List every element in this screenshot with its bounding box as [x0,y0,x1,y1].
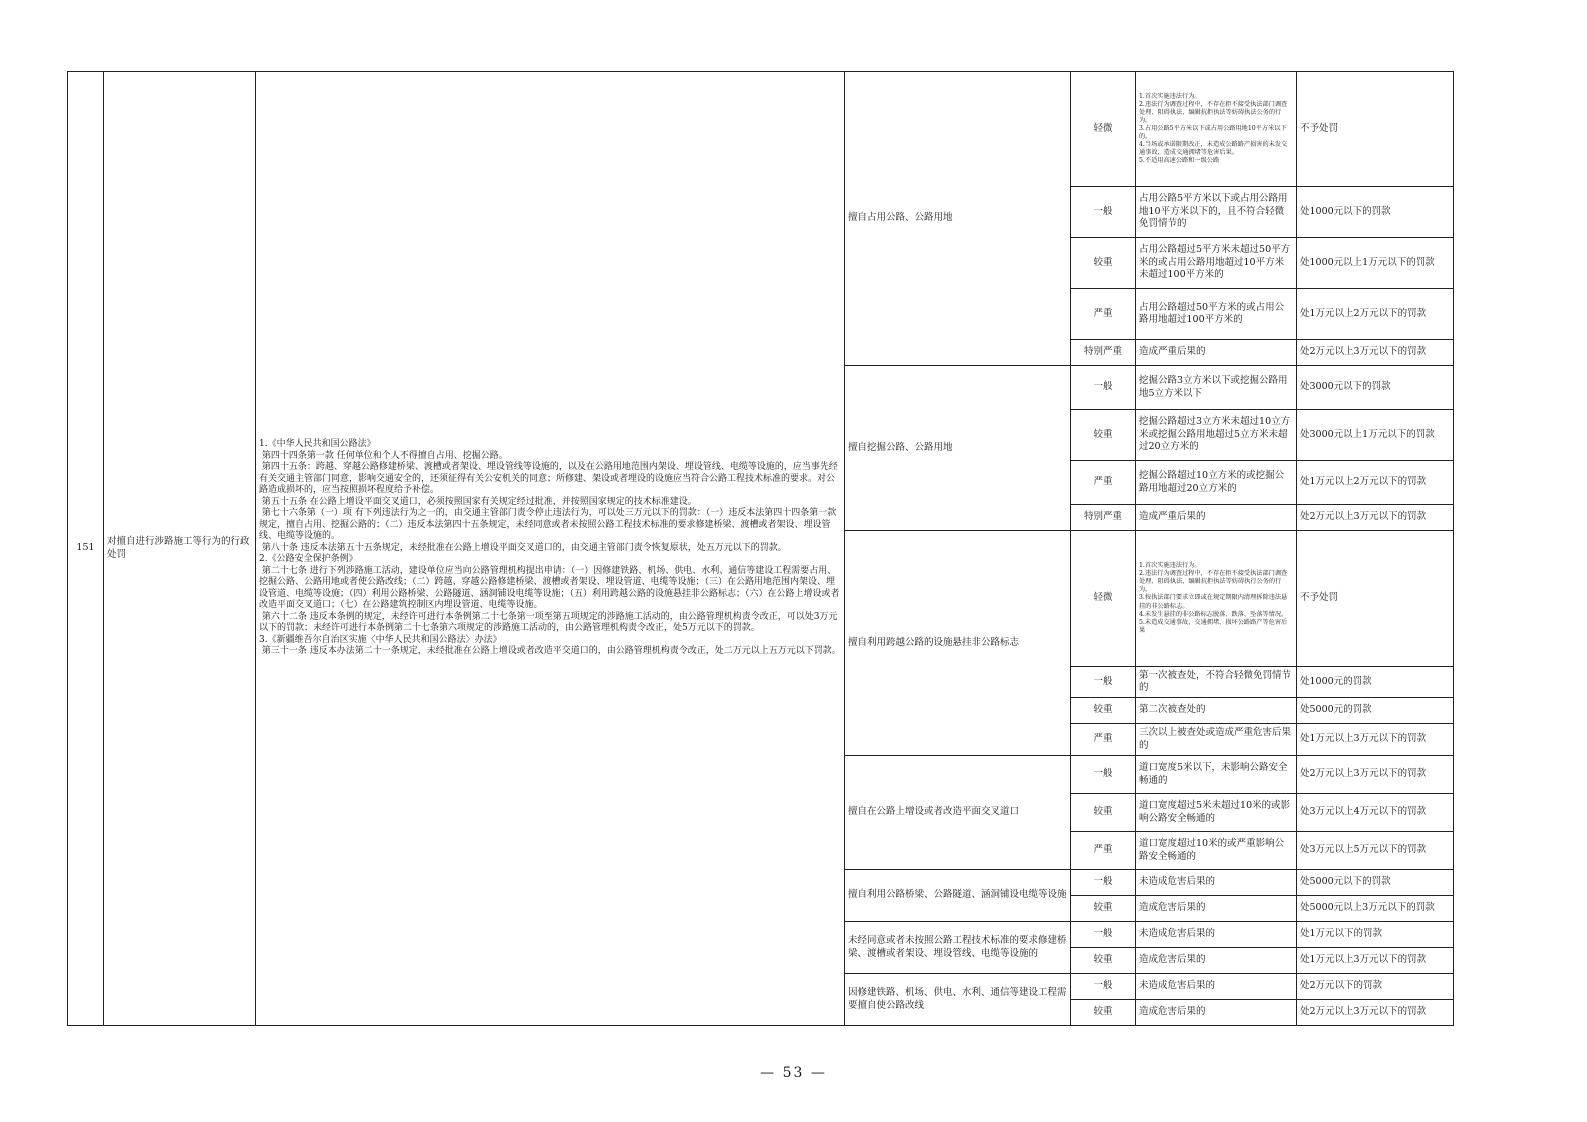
level-criteria: 挖掘公路3立方米以下或挖掘公路用地5立方米以下 [1136,366,1297,410]
level-criteria: 未造成危害后果的 [1136,870,1297,896]
level-criteria: 挖掘公路超过10立方米的或挖掘公路用地超过20立方米的 [1136,461,1297,505]
level-criteria: 占用公路超过5平方米未超过50平方米的或占用公路用地超过10平方米未超过100平方米的 [1136,238,1297,289]
violation-level: 一般 [1071,870,1136,896]
table-body [68,72,1454,1026]
violation-situation: 擅自在公路上增设或者改造平面交叉道口 [845,756,1071,870]
level-criteria: 造成危害后果的 [1136,948,1297,974]
penalty-standard: 处5000元以下的罚款 [1297,870,1454,896]
violation-level: 一般 [1071,974,1136,1000]
violation-level: 一般 [1071,366,1136,410]
level-criteria: 第一次被查处，不符合轻微免罚情节的 [1136,667,1297,698]
penalty-standard: 处2万元以上3万元以下的罚款 [1297,340,1454,366]
violation-level: 一般 [1071,756,1136,794]
page-number: — 53 — [760,1065,827,1081]
level-criteria: 造成危害后果的 [1136,896,1297,922]
penalty-standard: 不予处罚 [1297,72,1454,187]
penalty-standard: 处2万元以上3万元以下的罚款 [1297,1000,1454,1026]
violation-level: 较重 [1071,1000,1136,1026]
penalty-standard: 处5000元的罚款 [1297,698,1454,724]
violation-level: 一般 [1071,667,1136,698]
penalty-standard: 处1万元以下的罚款 [1297,922,1454,948]
penalty-standard: 处2万元以上3万元以下的罚款 [1297,756,1454,794]
penalty-standard: 处1万元以上2万元以下的罚款 [1297,461,1454,505]
level-criteria: 道口宽度5米以下，未影响公路安全畅通的 [1136,756,1297,794]
penalty-standard: 处1万元以上3万元以下的罚款 [1297,724,1454,756]
penalty-standard-table [67,71,1454,1026]
penalty-standard: 处1000元以上1万元以下的罚款 [1297,238,1454,289]
level-criteria: 第二次被查处的 [1136,698,1297,724]
level-criteria: 挖掘公路超过3立方米未超过10立方米或挖掘公路用地超过5立方米未超过20立方米的 [1136,410,1297,461]
penalty-standard: 处3万元以上5万元以下的罚款 [1297,832,1454,870]
violation-level: 严重 [1071,289,1136,340]
violation-level: 较重 [1071,794,1136,832]
penalty-standard: 处3万元以上4万元以下的罚款 [1297,794,1454,832]
penalty-standard: 处1万元以上2万元以下的罚款 [1297,289,1454,340]
penalty-standard: 处2万元以上3万元以下的罚款 [1297,505,1454,531]
violation-level: 严重 [1071,724,1136,756]
violation-level: 特别严重 [1071,505,1136,531]
violation-situation: 擅自占用公路、公路用地 [845,72,1071,366]
penalty-standard: 处1000元以下的罚款 [1297,187,1454,238]
level-criteria: 1.首次实施违法行为。 2.违法行为调查过程中，不存在拒不接受执法部门调查处理、阻碍执法、编辑抗拒执法等妨碍执法公务的行为。 3.占用公路5平方米以下或占用公路用地10平方米以下的。 4.当场或承诺限期改正，未造成公路路产损害的未发交通事故、造成交通拥堵等危害后果。 5.不适用高速公路和一级公路 [1136,72,1297,187]
level-criteria: 道口宽度超过10米的或严重影响公路安全畅通的 [1136,832,1297,870]
violation-situation: 擅自利用跨越公路的设施悬挂非公路标志 [845,531,1071,756]
penalty-standard: 不予处罚 [1297,531,1454,667]
violation-level: 较重 [1071,896,1136,922]
level-criteria: 造成危害后果的 [1136,1000,1297,1026]
violation-level: 一般 [1071,922,1136,948]
penalty-standard: 处1万元以上3万元以下的罚款 [1297,948,1454,974]
item-name: 对擅自进行涉路施工等行为的行政处罚 [104,72,256,1026]
level-criteria: 三次以上被查处或造成严重危害后果的 [1136,724,1297,756]
violation-level: 严重 [1071,832,1136,870]
violation-level: 特别严重 [1071,340,1136,366]
violation-situation: 擅自利用公路桥梁、公路隧道、涵洞铺设电缆等设施 [845,870,1071,922]
level-criteria: 1.首次实施违法行为。 2.违法行为调查过程中，不存在拒不接受执法部门调查处理、阻碍执法、编辑抗拒执法等妨碍执行公务的行为。 3.按执法部门要求立即或在规定期限内清理拆除违法悬挂的非公路标志。 4.未发生悬挂的非公路标志脱落、跌落、坠落等情况。 5.未造成交通事故、交通拥堵、损坏公路路产等危害后果 [1136,531,1297,667]
level-criteria: 造成严重后果的 [1136,340,1297,366]
violation-level: 严重 [1071,461,1136,505]
table-row [68,72,1454,187]
penalty-standard: 处1000元的罚款 [1297,667,1454,698]
violation-level: 一般 [1071,187,1136,238]
item-number: 151 [68,72,104,1026]
penalty-standard: 处3000元以下的罚款 [1297,366,1454,410]
level-criteria: 道口宽度超过5米未超过10米的或影响公路安全畅通的 [1136,794,1297,832]
violation-level: 较重 [1071,410,1136,461]
violation-situation: 因修建铁路、机场、供电、水利、通信等建设工程需要擅自使公路改线 [845,974,1071,1026]
violation-level: 轻微 [1071,531,1136,667]
violation-level: 较重 [1071,948,1136,974]
level-criteria: 未造成危害后果的 [1136,922,1297,948]
penalty-standard: 处2万元以下的罚款 [1297,974,1454,1000]
violation-situation: 未经同意或者未按照公路工程技术标准的要求修建桥梁、渡槽或者架设、埋设管线、电缆等设施的 [845,922,1071,974]
penalty-standard: 处5000元以上3万元以下的罚款 [1297,896,1454,922]
violation-level: 较重 [1071,238,1136,289]
level-criteria: 占用公路超过50平方米的或占用公路用地超过100平方米的 [1136,289,1297,340]
level-criteria: 占用公路5平方米以下或占用公路用地10平方米以下的，且不符合轻微免罚情节的 [1136,187,1297,238]
level-criteria: 未造成危害后果的 [1136,974,1297,1000]
violation-level: 轻微 [1071,72,1136,187]
level-criteria: 造成严重后果的 [1136,505,1297,531]
legal-basis: 1.《中华人民共和国公路法》 第四十四条第一款 任何单位和个人不得擅自占用、挖掘公路。 第四十五条：跨越、穿越公路修建桥梁、渡槽或者架设、埋设管线等设施的，以及在公路用地范围内架设、埋设管线、电缆等设施的，应当事先经有关交通主管部门同意，影响交通安全的，还须征得有关公安机关的同意；所修建、架设或者埋设的设施应当符合公路工程技术标准的要求。对公路造成损坏的，应当按照损坏程度给予补偿。 第五十五条 在公路上增设平面交叉道口，必须按照国家有关规定经过批准，并按照国家规定的技术标准建设。 第七十六条第（一）项 有下列违法行为之一的，由交通主管部门责令停止违法行为，可以处三万元以下的罚款：（一）违反本法第四十四条第一款规定，擅自占用、挖掘公路的；（二）违反本法第四十五条规定，未经同意或者未按照公路工程技术标准的要求修建桥梁、渡槽或者架设、埋设管线、电缆等设施的。 第八十条 违反本法第五十五条规定，未经批准在公路上增设平面交叉道口的，由交通主管部门责令恢复原状，处五万元以下的罚款。 2.《公路安全保护条例》 第二十七条 进行下列涉路施工活动，建设单位应当向公路管理机构提出申请：（一）因修建铁路、机场、供电、水利、通信等建设工程需要占用、挖掘公路、公路用地或者使公路改线；（二）跨越、穿越公路修建桥梁、渡槽或者架设、埋设管道、电缆等设施；（三）在公路用地范围内架设、埋设管道、电缆等设施；（四）利用公路桥梁、公路隧道、涵洞铺设电缆等设施；（五）利用跨越公路的设施悬挂非公路标志；（六）在公路上增设或者改造平面交叉道口；（七）在公路建筑控制区内埋设管道、电缆等设施。 第六十二条 违反本条例的规定，未经许可进行本条例第二十七条第一项至第五项规定的涉路施工活动的，由公路管理机构责令改正，可以处3万元以下的罚款；未经许可进行本条例第二十七条第六项规定的涉路施工活动的，由公路管理机构责令改正，处5万元以下的罚款。 3.《新疆维吾尔自治区实施〈中华人民共和国公路法〉办法》 第三十一条 违反本办法第二十一条规定，未经批准在公路上增设或者改造平交道口的，由公路管理机构责令改正，处二万元以上五万元以下罚款。 [256,72,845,1026]
violation-situation: 擅自挖掘公路、公路用地 [845,366,1071,531]
penalty-standard: 处3000元以上1万元以下的罚款 [1297,410,1454,461]
violation-level: 较重 [1071,698,1136,724]
